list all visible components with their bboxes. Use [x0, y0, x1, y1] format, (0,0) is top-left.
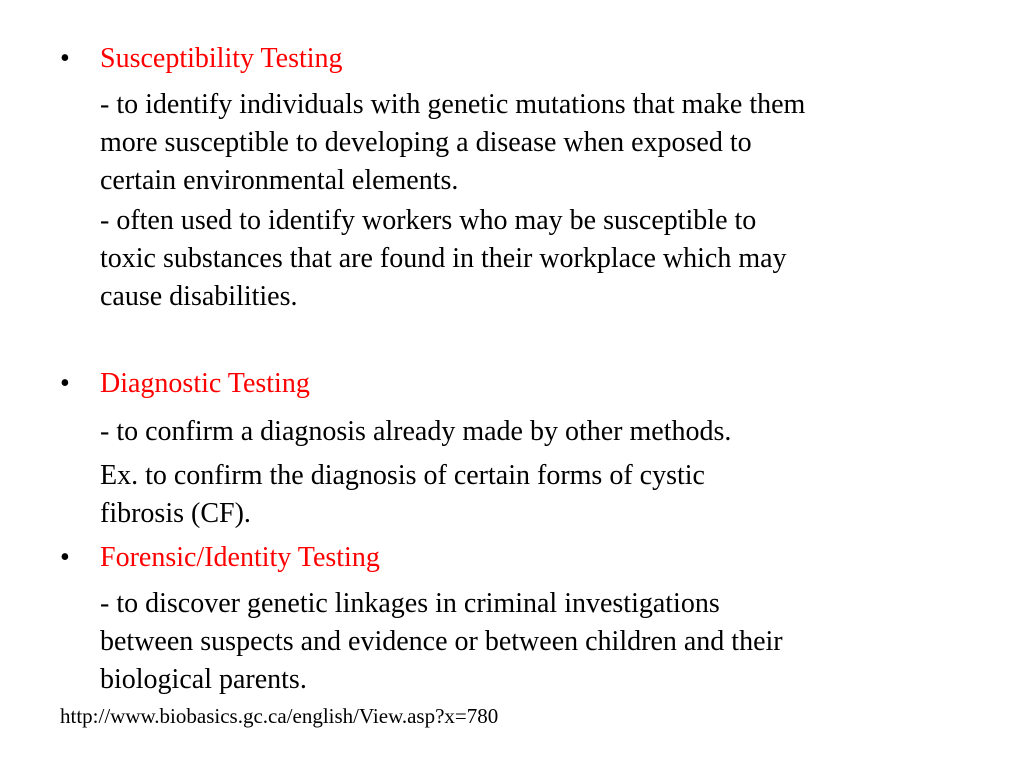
bullet-icon: • — [60, 368, 70, 399]
section-susceptibility-testing — [0, 42, 1024, 312]
section-paragraph: - to discover genetic linkages in criminal investigations between suspects and evidence or between children and their biological parents. — [100, 588, 783, 695]
bullet-icon: • — [60, 43, 70, 74]
section-paragraph: - often used to identify workers who may be susceptible to toxic substances that are found in their workplace which may cause disabilities. — [100, 205, 787, 312]
bullet-row — [0, 367, 1024, 401]
section-paragraph: - to identify individuals with genetic mutations that make them more susceptible to developing a disease when exposed to certain environmental elements. — [100, 89, 806, 196]
source-url: http://www.biobasics.gc.ca/english/View.asp?x=780 — [60, 704, 499, 728]
section-diagnostic-testing — [0, 367, 1024, 529]
section-heading: Susceptibility Testing — [100, 43, 343, 74]
section-forensic-identity-testing — [0, 541, 1024, 695]
bullet-row — [0, 541, 1024, 575]
bullet-row — [0, 42, 1024, 76]
bullet-icon: • — [60, 542, 70, 573]
section-heading: Forensic/Identity Testing — [100, 542, 380, 573]
section-paragraph: Ex. to confirm the diagnosis of certain forms of cystic fibrosis (CF). — [100, 460, 705, 529]
section-heading: Diagnostic Testing — [100, 368, 310, 399]
section-paragraph: - to confirm a diagnosis already made by other methods. — [100, 416, 732, 447]
